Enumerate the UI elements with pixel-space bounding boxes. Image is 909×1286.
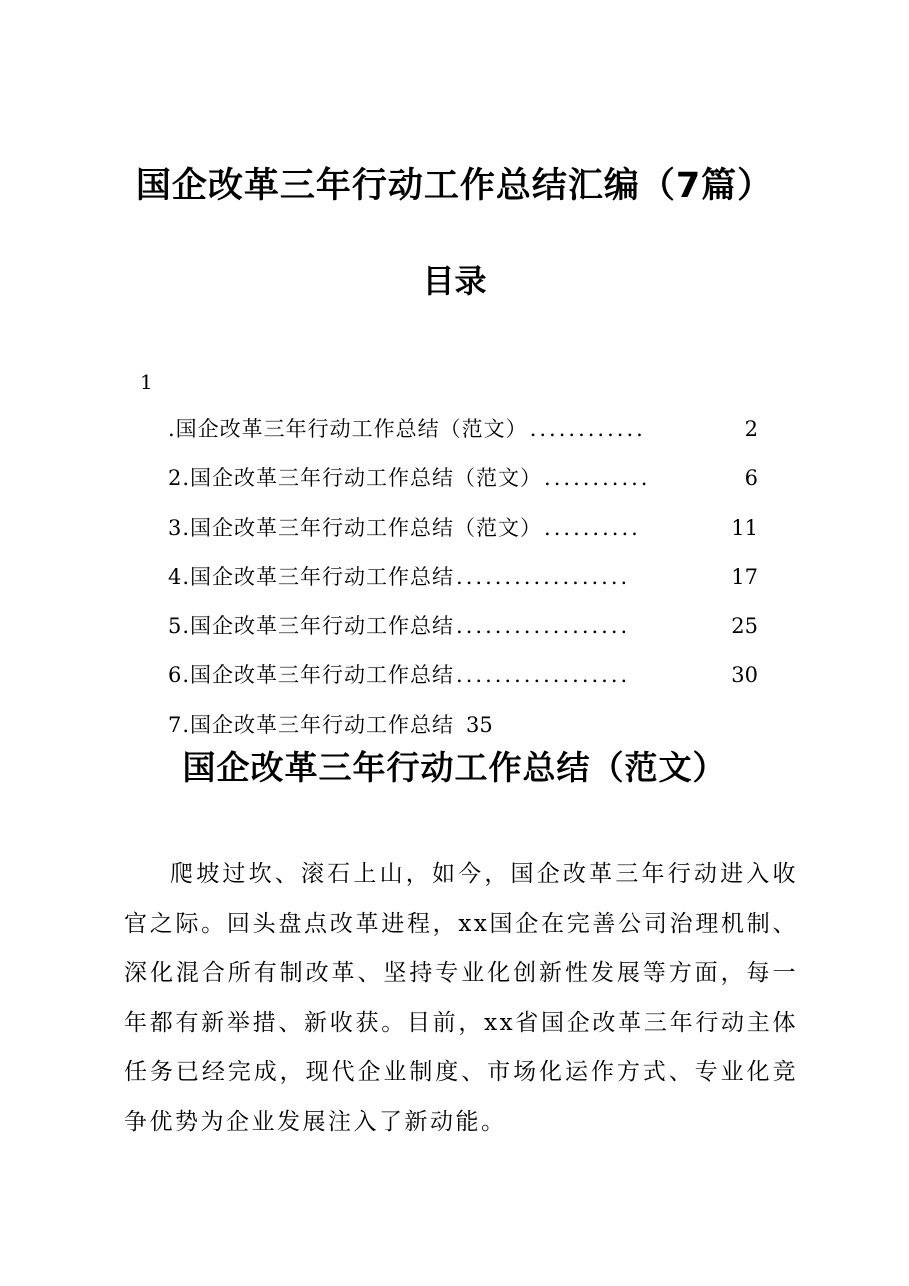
toc-entry-page: 17 — [731, 564, 758, 589]
body-paragraph: 爬坡过坎、滚石上山，如今，国企改革三年行动进入收官之际。回头盘点改革进程，xx国企在完善公司治理机制、深化混合所有制改革、坚持专业化创新性发展等方面，每一年都有新举措、新收获。目前，xx省国企改革三年行动主体任务已经完成，现代企业制度、市场化运作方式、专业化竞争优势为企业发展注入了新动能。 — [124, 861, 798, 1135]
toc-entry-2[interactable] — [168, 463, 758, 512]
toc-entry-3[interactable] — [168, 513, 758, 562]
toc-entry-leader: ............ — [529, 417, 646, 441]
toc-heading: 目录 — [422, 262, 487, 300]
toc-entry-page: 35 — [466, 712, 493, 737]
toc-entry-page: 11 — [731, 515, 758, 540]
toc-entry-5[interactable] — [168, 611, 758, 660]
document-title: 国企改革三年行动工作总结汇编（7篇） — [135, 166, 774, 206]
toc-entry-page: 6 — [744, 466, 758, 491]
toc-entry-leader: ........... — [544, 466, 651, 491]
section-title: 国企改革三年行动工作总结（范文） — [182, 748, 727, 787]
toc-entry-1[interactable] — [168, 414, 758, 463]
toc-entry-label: 5.国企改革三年行动工作总结 — [168, 614, 455, 639]
toc-entry-leader: .................. — [456, 614, 631, 639]
toc-entry-page: 30 — [731, 663, 758, 688]
toc-entry-label: 4.国企改革三年行动工作总结 — [168, 564, 455, 589]
toc-entry-label: 6.国企改革三年行动工作总结 — [168, 663, 455, 688]
toc-entry-page: 25 — [731, 614, 758, 639]
table-of-contents — [168, 414, 758, 759]
toc-entry-4[interactable] — [168, 562, 758, 611]
toc-entry-label: 3.国企改革三年行动工作总结（范文） — [168, 515, 543, 540]
toc-entry-6[interactable] — [168, 660, 758, 709]
toc-entry-leader: .................. — [456, 663, 631, 688]
toc-entry-page: 2 — [744, 417, 758, 441]
toc-entry-label: 7.国企改革三年行动工作总结 — [168, 712, 455, 737]
toc-entry-label: .国企改革三年行动工作总结（范文） — [168, 417, 528, 441]
toc-entry-label: 2.国企改革三年行动工作总结（范文） — [168, 466, 543, 491]
toc-entry-leader: .......... — [544, 515, 641, 540]
toc-stray-number: 1 — [140, 370, 153, 394]
toc-entry-leader: .................. — [456, 564, 631, 589]
